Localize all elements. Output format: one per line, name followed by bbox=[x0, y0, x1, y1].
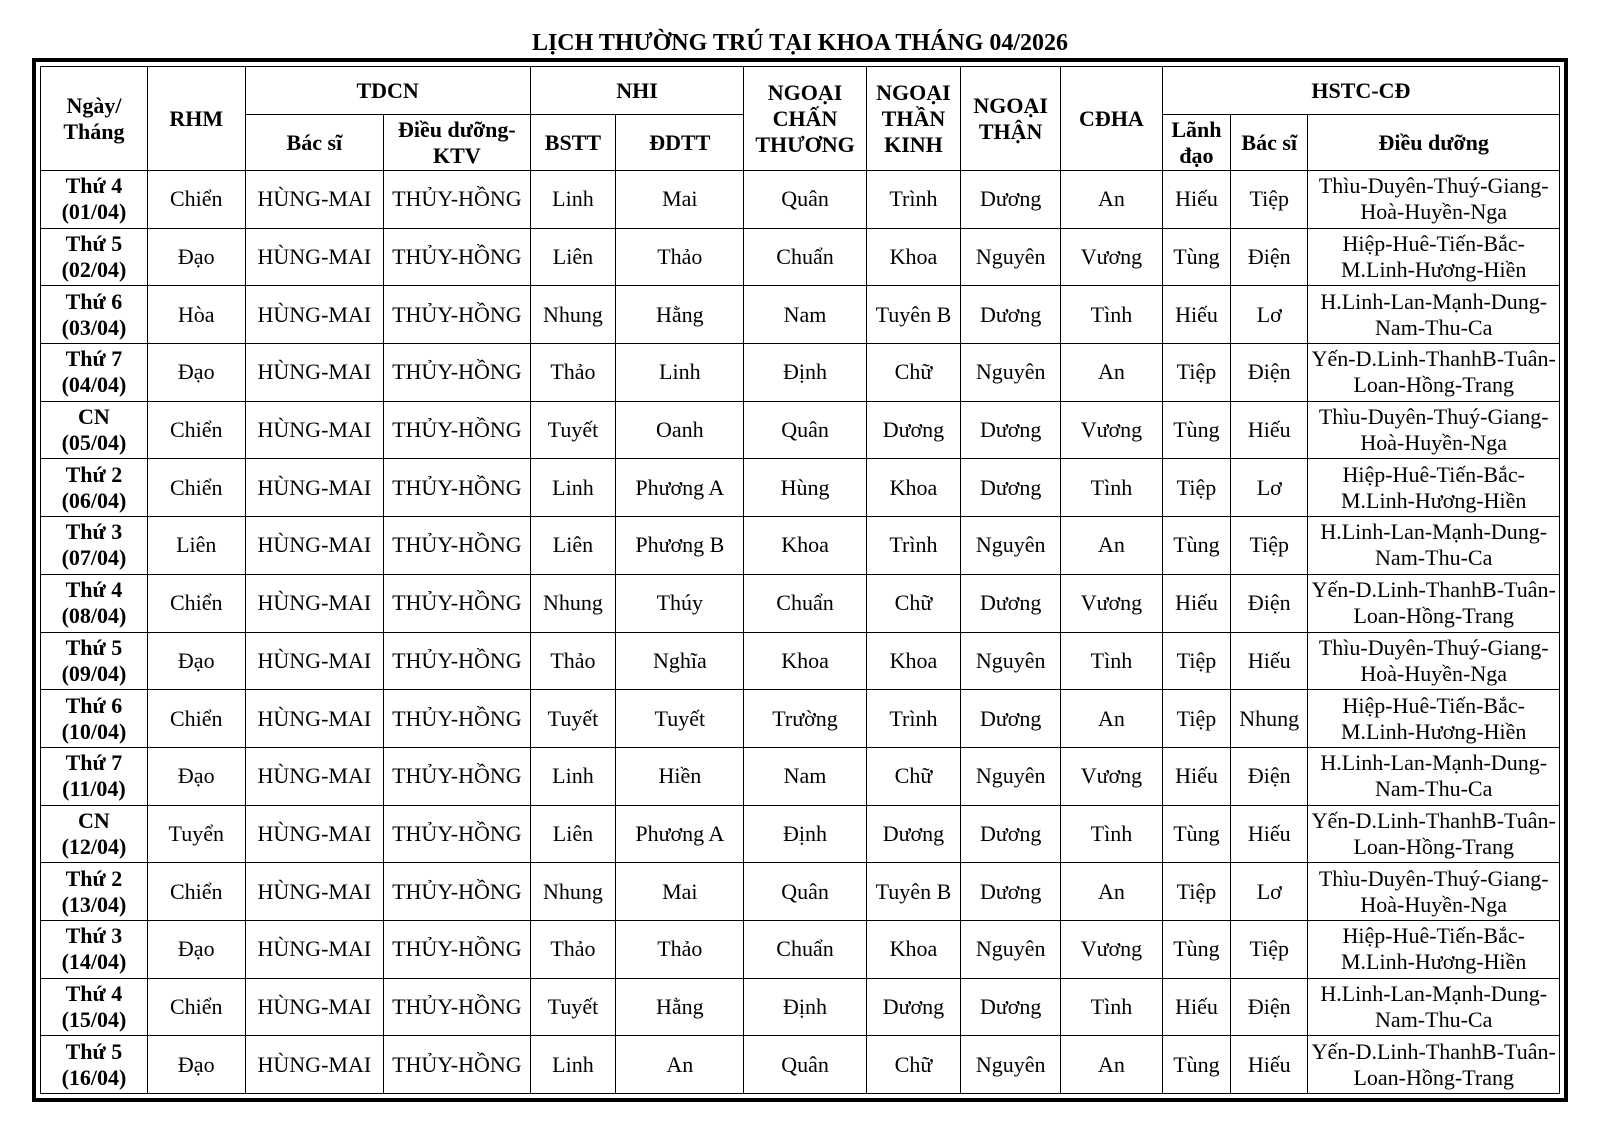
table-row bbox=[41, 171, 1560, 229]
cell-ngoai-than: Nguyên bbox=[961, 632, 1061, 690]
cell-tdcn-bac-si: HÙNG-MAI bbox=[245, 228, 383, 286]
cell-day bbox=[41, 228, 148, 286]
cell-ngoai-chan-thuong: Khoa bbox=[744, 517, 866, 575]
cell-nhi-ddtt: Mai bbox=[616, 171, 744, 229]
cell-hstc-dieu-duong: Yến-D.Linh-ThanhB-Tuân-Loan-Hồng-Trang bbox=[1308, 805, 1560, 863]
header-ngay-thang: Ngày/ Tháng bbox=[41, 67, 148, 171]
cell-hstc-bac-si: Tiệp bbox=[1231, 920, 1308, 978]
cell-tdcn-dieu-duong: THỦY-HỒNG bbox=[384, 286, 531, 344]
cell-hstc-lanh-dao: Tiệp bbox=[1162, 690, 1230, 748]
cell-day bbox=[41, 1036, 148, 1094]
day-label: Thứ 5 bbox=[65, 231, 123, 257]
cell-nhi-ddtt: Linh bbox=[616, 344, 744, 402]
cell-hstc-lanh-dao: Tùng bbox=[1162, 517, 1230, 575]
cell-nhi-ddtt: Phương A bbox=[616, 805, 744, 863]
date-label: (02/04) bbox=[61, 257, 127, 283]
cell-tdcn-dieu-duong: THỦY-HỒNG bbox=[384, 1036, 531, 1094]
cell-ngoai-than-kinh: Dương bbox=[866, 978, 961, 1036]
cell-hstc-dieu-duong: Hiệp-Huê-Tiến-Bắc-M.Linh-Hương-Hiền bbox=[1308, 228, 1560, 286]
cell-hstc-lanh-dao: Tiệp bbox=[1162, 863, 1230, 921]
cell-ngoai-chan-thuong: Chuẩn bbox=[744, 920, 866, 978]
cell-hstc-bac-si: Điện bbox=[1231, 574, 1308, 632]
cell-hstc-dieu-duong: Yến-D.Linh-ThanhB-Tuân-Loan-Hồng-Trang bbox=[1308, 344, 1560, 402]
cell-tdcn-bac-si: HÙNG-MAI bbox=[245, 574, 383, 632]
cell-hstc-dieu-duong: Hiệp-Huê-Tiến-Bắc-M.Linh-Hương-Hiền bbox=[1308, 459, 1560, 517]
cell-rhm: Hòa bbox=[147, 286, 245, 344]
cell-hstc-dieu-duong: Yến-D.Linh-ThanhB-Tuân-Loan-Hồng-Trang bbox=[1308, 1036, 1560, 1094]
date-label: (14/04) bbox=[61, 949, 127, 975]
cell-ngoai-than-kinh: Khoa bbox=[866, 459, 961, 517]
day-label: Thứ 2 bbox=[65, 461, 123, 487]
cell-rhm: Đạo bbox=[147, 747, 245, 805]
cell-hstc-lanh-dao: Tùng bbox=[1162, 228, 1230, 286]
cell-hstc-dieu-duong: Hiệp-Huê-Tiến-Bắc-M.Linh-Hương-Hiền bbox=[1308, 690, 1560, 748]
day-label: Thứ 7 bbox=[65, 750, 123, 776]
cell-ngoai-than-kinh: Khoa bbox=[866, 228, 961, 286]
day-label: Thứ 7 bbox=[65, 346, 123, 372]
cell-hstc-dieu-duong: Thìu-Duyên-Thuý-Giang-Hoà-Huyền-Nga bbox=[1308, 632, 1560, 690]
header-hstc-dieu-duong: Điều dưỡng bbox=[1308, 115, 1560, 171]
cell-cdha: An bbox=[1061, 171, 1163, 229]
cell-ngoai-than-kinh: Chữ bbox=[866, 747, 961, 805]
cell-tdcn-dieu-duong: THỦY-HỒNG bbox=[384, 632, 531, 690]
date-label: (06/04) bbox=[61, 487, 127, 513]
cell-rhm: Đạo bbox=[147, 344, 245, 402]
cell-ngoai-than-kinh: Tuyên B bbox=[866, 863, 961, 921]
cell-nhi-ddtt: Mai bbox=[616, 863, 744, 921]
table-row bbox=[41, 1036, 1560, 1094]
cell-cdha: An bbox=[1061, 517, 1163, 575]
cell-cdha: Tình bbox=[1061, 286, 1163, 344]
header-ngoai-than: NGOẠI THẬN bbox=[961, 67, 1061, 171]
cell-cdha: An bbox=[1061, 1036, 1163, 1094]
cell-ngoai-chan-thuong: Định bbox=[744, 978, 866, 1036]
cell-ngoai-chan-thuong: Nam bbox=[744, 747, 866, 805]
cell-hstc-dieu-duong: Hiệp-Huê-Tiến-Bắc-M.Linh-Hương-Hiền bbox=[1308, 920, 1560, 978]
cell-hstc-dieu-duong: Thìu-Duyên-Thuý-Giang-Hoà-Huyền-Nga bbox=[1308, 171, 1560, 229]
cell-tdcn-dieu-duong: THỦY-HỒNG bbox=[384, 517, 531, 575]
cell-ngoai-than: Dương bbox=[961, 690, 1061, 748]
cell-tdcn-dieu-duong: THỦY-HỒNG bbox=[384, 805, 531, 863]
cell-ngoai-chan-thuong: Quân bbox=[744, 863, 866, 921]
cell-tdcn-bac-si: HÙNG-MAI bbox=[245, 747, 383, 805]
date-label: (08/04) bbox=[61, 603, 127, 629]
cell-ngoai-chan-thuong: Chuẩn bbox=[744, 574, 866, 632]
cell-nhi-ddtt: Nghĩa bbox=[616, 632, 744, 690]
cell-tdcn-dieu-duong: THỦY-HỒNG bbox=[384, 344, 531, 402]
cell-ngoai-chan-thuong: Quân bbox=[744, 401, 866, 459]
cell-ngoai-than: Dương bbox=[961, 978, 1061, 1036]
table-row bbox=[41, 286, 1560, 344]
cell-rhm: Tuyển bbox=[147, 805, 245, 863]
day-label: Thứ 5 bbox=[65, 1038, 123, 1064]
cell-cdha: Tình bbox=[1061, 459, 1163, 517]
cell-ngoai-than-kinh: Khoa bbox=[866, 920, 961, 978]
cell-day bbox=[41, 632, 148, 690]
cell-hstc-bac-si: Lơ bbox=[1231, 863, 1308, 921]
cell-rhm: Đạo bbox=[147, 1036, 245, 1094]
day-label: Thứ 5 bbox=[65, 634, 123, 660]
cell-tdcn-dieu-duong: THỦY-HỒNG bbox=[384, 747, 531, 805]
day-label: Thứ 2 bbox=[65, 865, 123, 891]
cell-ngoai-than: Nguyên bbox=[961, 344, 1061, 402]
cell-hstc-bac-si: Hiếu bbox=[1231, 632, 1308, 690]
cell-ngoai-chan-thuong: Định bbox=[744, 805, 866, 863]
cell-tdcn-bac-si: HÙNG-MAI bbox=[245, 805, 383, 863]
cell-ngoai-than-kinh: Trình bbox=[866, 690, 961, 748]
cell-tdcn-bac-si: HÙNG-MAI bbox=[245, 632, 383, 690]
cell-ngoai-than: Dương bbox=[961, 863, 1061, 921]
cell-nhi-ddtt: Tuyết bbox=[616, 690, 744, 748]
date-label: (03/04) bbox=[61, 314, 127, 340]
date-label: (11/04) bbox=[62, 776, 126, 802]
cell-nhi-ddtt: An bbox=[616, 1036, 744, 1094]
cell-tdcn-dieu-duong: THỦY-HỒNG bbox=[384, 171, 531, 229]
table-row bbox=[41, 401, 1560, 459]
cell-ngoai-than-kinh: Khoa bbox=[866, 632, 961, 690]
cell-ngoai-chan-thuong: Trường bbox=[744, 690, 866, 748]
cell-nhi-bstt: Linh bbox=[530, 747, 616, 805]
cell-ngoai-than-kinh: Tuyên B bbox=[866, 286, 961, 344]
cell-rhm: Đạo bbox=[147, 920, 245, 978]
cell-hstc-lanh-dao: Hiếu bbox=[1162, 574, 1230, 632]
header-tdcn: TDCN bbox=[245, 67, 530, 115]
cell-tdcn-dieu-duong: THỦY-HỒNG bbox=[384, 690, 531, 748]
cell-cdha: An bbox=[1061, 863, 1163, 921]
header-cdha: CĐHA bbox=[1061, 67, 1163, 171]
cell-ngoai-than: Dương bbox=[961, 459, 1061, 517]
cell-tdcn-bac-si: HÙNG-MAI bbox=[245, 171, 383, 229]
header-hstc-bac-si: Bác sĩ bbox=[1231, 115, 1308, 171]
cell-tdcn-bac-si: HÙNG-MAI bbox=[245, 459, 383, 517]
cell-ngoai-chan-thuong: Nam bbox=[744, 286, 866, 344]
date-label: (09/04) bbox=[61, 660, 127, 686]
cell-day bbox=[41, 978, 148, 1036]
cell-tdcn-bac-si: HÙNG-MAI bbox=[245, 517, 383, 575]
cell-hstc-lanh-dao: Tùng bbox=[1162, 1036, 1230, 1094]
cell-ngoai-than-kinh: Dương bbox=[866, 401, 961, 459]
cell-nhi-bstt: Linh bbox=[530, 459, 616, 517]
cell-ngoai-than-kinh: Chữ bbox=[866, 1036, 961, 1094]
cell-hstc-lanh-dao: Hiếu bbox=[1162, 286, 1230, 344]
cell-tdcn-bac-si: HÙNG-MAI bbox=[245, 286, 383, 344]
cell-tdcn-bac-si: HÙNG-MAI bbox=[245, 863, 383, 921]
cell-hstc-bac-si: Lơ bbox=[1231, 459, 1308, 517]
cell-ngoai-chan-thuong: Định bbox=[744, 344, 866, 402]
cell-nhi-ddtt: Thúy bbox=[616, 574, 744, 632]
cell-nhi-ddtt: Hằng bbox=[616, 286, 744, 344]
cell-ngoai-than-kinh: Chữ bbox=[866, 574, 961, 632]
table-body bbox=[41, 171, 1560, 1094]
day-label: CN bbox=[78, 404, 110, 430]
page-title: LỊCH THƯỜNG TRÚ TẠI KHOA THÁNG 04/2026 bbox=[531, 30, 1069, 56]
cell-tdcn-dieu-duong: THỦY-HỒNG bbox=[384, 401, 531, 459]
cell-hstc-bac-si: Điện bbox=[1231, 747, 1308, 805]
cell-cdha: Vương bbox=[1061, 401, 1163, 459]
cell-ngoai-than: Nguyên bbox=[961, 517, 1061, 575]
cell-day bbox=[41, 690, 148, 748]
cell-rhm: Đạo bbox=[147, 632, 245, 690]
table-row bbox=[41, 920, 1560, 978]
cell-nhi-bstt: Nhung bbox=[530, 574, 616, 632]
cell-rhm: Chiển bbox=[147, 574, 245, 632]
cell-hstc-bac-si: Tiệp bbox=[1231, 171, 1308, 229]
cell-day bbox=[41, 517, 148, 575]
cell-tdcn-dieu-duong: THỦY-HỒNG bbox=[384, 978, 531, 1036]
cell-nhi-bstt: Tuyết bbox=[530, 978, 616, 1036]
day-label: Thứ 3 bbox=[65, 923, 123, 949]
cell-hstc-dieu-duong: H.Linh-Lan-Mạnh-Dung-Nam-Thu-Ca bbox=[1308, 286, 1560, 344]
cell-nhi-ddtt: Phương A bbox=[616, 459, 744, 517]
cell-hstc-lanh-dao: Tùng bbox=[1162, 920, 1230, 978]
cell-nhi-bstt: Nhung bbox=[530, 286, 616, 344]
cell-rhm: Chiển bbox=[147, 690, 245, 748]
cell-tdcn-dieu-duong: THỦY-HỒNG bbox=[384, 228, 531, 286]
cell-hstc-lanh-dao: Tiệp bbox=[1162, 459, 1230, 517]
table-header bbox=[41, 67, 1560, 171]
cell-cdha: Tình bbox=[1061, 632, 1163, 690]
day-label: Thứ 4 bbox=[65, 980, 123, 1006]
cell-day bbox=[41, 920, 148, 978]
table-row bbox=[41, 747, 1560, 805]
cell-nhi-bstt: Linh bbox=[530, 171, 616, 229]
cell-hstc-dieu-duong: H.Linh-Lan-Mạnh-Dung-Nam-Thu-Ca bbox=[1308, 978, 1560, 1036]
cell-ngoai-than: Dương bbox=[961, 401, 1061, 459]
cell-ngoai-than: Nguyên bbox=[961, 1036, 1061, 1094]
table-row bbox=[41, 632, 1560, 690]
cell-day bbox=[41, 459, 148, 517]
header-hstc-lanh-dao: Lãnh đạo bbox=[1162, 115, 1230, 171]
cell-tdcn-bac-si: HÙNG-MAI bbox=[245, 690, 383, 748]
cell-nhi-ddtt: Hằng bbox=[616, 978, 744, 1036]
cell-rhm: Chiển bbox=[147, 459, 245, 517]
cell-cdha: Vương bbox=[1061, 574, 1163, 632]
cell-nhi-ddtt: Hiền bbox=[616, 747, 744, 805]
cell-tdcn-bac-si: HÙNG-MAI bbox=[245, 344, 383, 402]
cell-cdha: Vương bbox=[1061, 228, 1163, 286]
cell-hstc-dieu-duong: Thìu-Duyên-Thuý-Giang-Hoà-Huyền-Nga bbox=[1308, 401, 1560, 459]
cell-hstc-bac-si: Tiệp bbox=[1231, 517, 1308, 575]
date-label: (01/04) bbox=[61, 199, 127, 225]
cell-rhm: Chiển bbox=[147, 863, 245, 921]
header-rhm: RHM bbox=[147, 67, 245, 171]
cell-ngoai-than: Dương bbox=[961, 574, 1061, 632]
cell-ngoai-chan-thuong: Khoa bbox=[744, 632, 866, 690]
header-ngoai-chan-thuong: NGOẠI CHẤN THƯƠNG bbox=[744, 67, 866, 171]
cell-day bbox=[41, 863, 148, 921]
cell-hstc-dieu-duong: Thìu-Duyên-Thuý-Giang-Hoà-Huyền-Nga bbox=[1308, 863, 1560, 921]
cell-cdha: Vương bbox=[1061, 920, 1163, 978]
cell-nhi-bstt: Linh bbox=[530, 1036, 616, 1094]
cell-hstc-bac-si: Nhung bbox=[1231, 690, 1308, 748]
day-label: Thứ 3 bbox=[65, 519, 123, 545]
cell-day bbox=[41, 747, 148, 805]
cell-hstc-lanh-dao: Hiếu bbox=[1162, 747, 1230, 805]
cell-rhm: Liên bbox=[147, 517, 245, 575]
header-tdcn-dieu-duong: Điều dưỡng-KTV bbox=[384, 115, 531, 171]
cell-hstc-dieu-duong: H.Linh-Lan-Mạnh-Dung-Nam-Thu-Ca bbox=[1308, 747, 1560, 805]
cell-rhm: Chiển bbox=[147, 171, 245, 229]
day-label: Thứ 4 bbox=[65, 577, 123, 603]
cell-hstc-bac-si: Điện bbox=[1231, 344, 1308, 402]
cell-nhi-bstt: Liên bbox=[530, 228, 616, 286]
cell-nhi-ddtt: Oanh bbox=[616, 401, 744, 459]
cell-ngoai-than-kinh: Trình bbox=[866, 171, 961, 229]
cell-nhi-ddtt: Thảo bbox=[616, 920, 744, 978]
cell-hstc-dieu-duong: H.Linh-Lan-Mạnh-Dung-Nam-Thu-Ca bbox=[1308, 517, 1560, 575]
cell-ngoai-chan-thuong: Chuẩn bbox=[744, 228, 866, 286]
date-label: (10/04) bbox=[61, 718, 127, 744]
table-row bbox=[41, 863, 1560, 921]
cell-nhi-bstt: Thảo bbox=[530, 920, 616, 978]
day-label: Thứ 4 bbox=[65, 173, 123, 199]
cell-tdcn-bac-si: HÙNG-MAI bbox=[245, 401, 383, 459]
cell-hstc-lanh-dao: Tiệp bbox=[1162, 632, 1230, 690]
cell-nhi-bstt: Nhung bbox=[530, 863, 616, 921]
cell-day bbox=[41, 574, 148, 632]
cell-nhi-bstt: Thảo bbox=[530, 632, 616, 690]
cell-hstc-bac-si: Hiếu bbox=[1231, 805, 1308, 863]
cell-ngoai-than: Nguyên bbox=[961, 228, 1061, 286]
header-tdcn-bac-si: Bác sĩ bbox=[245, 115, 383, 171]
cell-tdcn-dieu-duong: THỦY-HỒNG bbox=[384, 920, 531, 978]
day-label: CN bbox=[78, 807, 110, 833]
cell-day bbox=[41, 401, 148, 459]
header-ngoai-than-kinh: NGOẠI THẦN KINH bbox=[866, 67, 961, 171]
date-label: (13/04) bbox=[61, 891, 127, 917]
cell-tdcn-dieu-duong: THỦY-HỒNG bbox=[384, 459, 531, 517]
schedule-frame bbox=[32, 58, 1568, 1102]
cell-hstc-bac-si: Hiếu bbox=[1231, 1036, 1308, 1094]
cell-ngoai-than-kinh: Chữ bbox=[866, 344, 961, 402]
cell-hstc-lanh-dao: Tiệp bbox=[1162, 344, 1230, 402]
cell-day bbox=[41, 344, 148, 402]
date-label: (15/04) bbox=[61, 1006, 127, 1032]
cell-tdcn-dieu-duong: THỦY-HỒNG bbox=[384, 574, 531, 632]
cell-cdha: An bbox=[1061, 690, 1163, 748]
header-nhi: NHI bbox=[530, 67, 744, 115]
cell-hstc-lanh-dao: Hiếu bbox=[1162, 978, 1230, 1036]
cell-nhi-ddtt: Thảo bbox=[616, 228, 744, 286]
cell-day bbox=[41, 171, 148, 229]
cell-hstc-lanh-dao: Tùng bbox=[1162, 805, 1230, 863]
date-label: (12/04) bbox=[61, 833, 127, 859]
cell-cdha: Vương bbox=[1061, 747, 1163, 805]
cell-ngoai-than: Nguyên bbox=[961, 920, 1061, 978]
table-row bbox=[41, 459, 1560, 517]
header-nhi-ddtt: ĐDTT bbox=[616, 115, 744, 171]
cell-tdcn-bac-si: HÙNG-MAI bbox=[245, 1036, 383, 1094]
table-row bbox=[41, 978, 1560, 1036]
cell-rhm: Đạo bbox=[147, 228, 245, 286]
cell-nhi-bstt: Tuyết bbox=[530, 690, 616, 748]
cell-tdcn-bac-si: HÙNG-MAI bbox=[245, 920, 383, 978]
day-label: Thứ 6 bbox=[65, 288, 123, 314]
day-label: Thứ 6 bbox=[65, 692, 123, 718]
cell-ngoai-than: Dương bbox=[961, 805, 1061, 863]
cell-ngoai-than: Nguyên bbox=[961, 747, 1061, 805]
cell-day bbox=[41, 286, 148, 344]
cell-rhm: Chiển bbox=[147, 978, 245, 1036]
cell-ngoai-than: Dương bbox=[961, 171, 1061, 229]
cell-cdha: Tình bbox=[1061, 978, 1163, 1036]
cell-ngoai-than: Dương bbox=[961, 286, 1061, 344]
cell-hstc-bac-si: Điện bbox=[1231, 228, 1308, 286]
cell-tdcn-dieu-duong: THỦY-HỒNG bbox=[384, 863, 531, 921]
cell-ngoai-chan-thuong: Quân bbox=[744, 171, 866, 229]
header-hstc: HSTC-CĐ bbox=[1162, 67, 1559, 115]
cell-hstc-bac-si: Điện bbox=[1231, 978, 1308, 1036]
cell-nhi-bstt: Liên bbox=[530, 517, 616, 575]
cell-day bbox=[41, 805, 148, 863]
cell-hstc-bac-si: Hiếu bbox=[1231, 401, 1308, 459]
cell-cdha: An bbox=[1061, 344, 1163, 402]
cell-ngoai-than-kinh: Dương bbox=[866, 805, 961, 863]
cell-hstc-bac-si: Lơ bbox=[1231, 286, 1308, 344]
header-nhi-bstt: BSTT bbox=[530, 115, 616, 171]
cell-cdha: Tình bbox=[1061, 805, 1163, 863]
cell-ngoai-than-kinh: Trình bbox=[866, 517, 961, 575]
cell-nhi-bstt: Tuyết bbox=[530, 401, 616, 459]
cell-nhi-bstt: Liên bbox=[530, 805, 616, 863]
cell-nhi-ddtt: Phương B bbox=[616, 517, 744, 575]
table-row bbox=[41, 517, 1560, 575]
cell-ngoai-chan-thuong: Hùng bbox=[744, 459, 866, 517]
date-label: (16/04) bbox=[61, 1064, 127, 1090]
date-label: (05/04) bbox=[61, 430, 127, 456]
cell-hstc-lanh-dao: Tùng bbox=[1162, 401, 1230, 459]
cell-hstc-lanh-dao: Hiếu bbox=[1162, 171, 1230, 229]
cell-hstc-dieu-duong: Yến-D.Linh-ThanhB-Tuân-Loan-Hồng-Trang bbox=[1308, 574, 1560, 632]
table-row bbox=[41, 228, 1560, 286]
cell-ngoai-chan-thuong: Quân bbox=[744, 1036, 866, 1094]
schedule-table bbox=[40, 66, 1560, 1094]
table-row bbox=[41, 574, 1560, 632]
table-row bbox=[41, 805, 1560, 863]
cell-rhm: Chiển bbox=[147, 401, 245, 459]
date-label: (07/04) bbox=[61, 545, 127, 571]
table-row bbox=[41, 690, 1560, 748]
cell-nhi-bstt: Thảo bbox=[530, 344, 616, 402]
cell-tdcn-bac-si: HÙNG-MAI bbox=[245, 978, 383, 1036]
table-row bbox=[41, 344, 1560, 402]
date-label: (04/04) bbox=[61, 372, 127, 398]
